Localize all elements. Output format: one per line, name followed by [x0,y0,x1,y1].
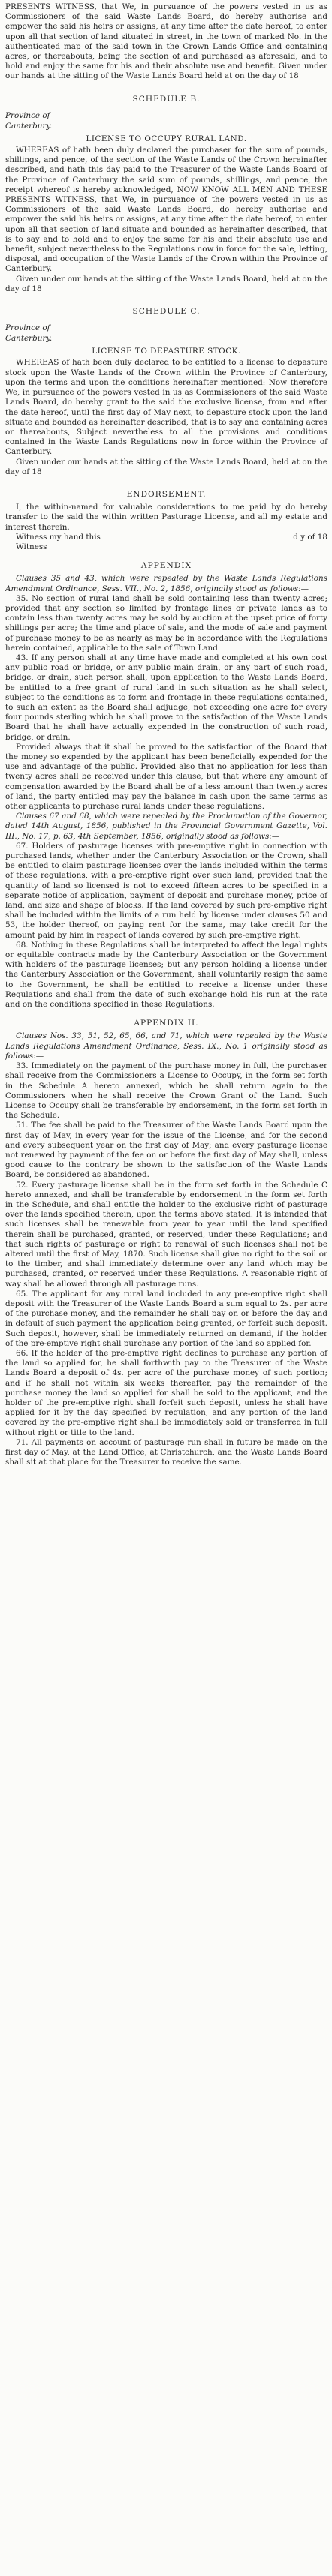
clause-67: 67. Holders of pasturage licenses with pre-emptive right in connection with purchased lands, whether under the Canterbury Association or the Crown, shall be entitled to claim pasturage licenses over the lands included within the terms of these regulations, with a pre-emptive right over such land, provided that the quantity of land so licensed is not to exceed fifteen acres to be specified in a separate notice of application, payment of deposit and purchase money, price of land, and size and shape of blocks. If the land covered by such pre-emptive right shall be included within the limits of a run held by license under clauses 50 and 53, the holder thereof, on paying rent for the same, may take credit for the amount paid by him in respect of lands covered by such pre-emptive right. [5,841,327,940]
endorsement-body: I, the within-named for valuable considerations to me paid by do hereby transfer to the said the within written Pasturage License, and all my estate and interest therein. [5,503,327,532]
witness-text: Witness my hand this [16,532,101,542]
clause-52: 52. Every pasturage license shall be in the form set forth in the Schedule C hereto annexed, and shall be transferable by endorsement in the form set forth in the Schedule, and shall entitle the holder to the exclusive right of pasturage over the lands specified therein, upon the terms above stated. It is intended that such licenses shall be renewable from year to year until the land specified therein shall be purchased, granted, or reserved, under these Regulations; and that such rights of pasturage or right to renewal of such licenses shall not be altered until the first of May, 1870. Such license shall give no right to the soil or to the timber, and shall immediately determine over any land which may be purchased, granted, or reserved under these Regulations. A reasonable right of way shall be allowed through all pasturage runs. [5,1180,327,1289]
schedule-a-tail: PRESENTS WITNESS, that We, in pursuance of the powers vested in us as Commissioners of the said Waste Lands Board, do hereby authorise and empower the said his heirs or assigns, at any time after the date hereof, to enter upon all that section of land situated in street, in the town of marked No. in the authenticated map of the said town in the Crown Lands Office and containing acres, or thereabouts, being the section of and purchased as aforesaid, and to hold and enjoy the same for his and their absolute use and benefit. Given under our hands at the sitting of the Waste Lands Board held at on the day of 18 [5,2,327,81]
endorsement-heading: ENDORSEMENT. [126,489,207,499]
clause-65: 65. The applicant for any rural land included in any pre-emptive right shall deposit with the Treasurer of the Waste Lands Board a sum equal to 2s. per acre of the purchase money, and the remainder he shall pay on or before the day and in default of such payment the application being granted, or forfeit such deposit. Such deposit, however, shall be immediately returned on demand, if the holder of the pre-emptive right shall purchase any portion of the land so applied for. [5,1289,327,1348]
witness-label: Witness [16,542,47,551]
appendix-2-heading: APPENDIX II. [134,1019,199,1028]
appendix-1-heading: APPENDIX [140,561,192,571]
clause-51: 51. The fee shall be paid to the Treasurer of the Waste Lands Board upon the first day of May, in every year for the issue of the License, and for the second and every subsequent year on the first day of May; and every pasturage license not renewed by payment of the fee on or before the first day of May shall, unless good cause to the contrary be shown to the satisfaction of the Waste Lands Board, be considered as abandoned. [5,1121,327,1180]
clause-71: 71. All payments on account of pasturage run shall in future be made on the first day of May, at the Land Office, at Christchurch, and the Waste Lands Board shall sit at that place for the Treasurer to receive the same. [5,1437,327,1467]
schedule-b-heading: SCHEDULE B. [132,94,201,104]
province-label: Province of Canterbury. [5,323,53,344]
schedule-c-title: LICENSE TO DEPASTURE STOCK. [92,347,241,356]
appendix-1-intro: Clauses 35 and 43, which were repealed by the Waste Lands Regulations Amendment Ordinance, Sess. VII., No. 2, 1856, originally stood as follows:— [5,574,327,593]
witness-date: d y of 18 [293,532,327,542]
schedule-b-province [5,110,95,131]
clause-35: 35. No section of rural land shall be sold containing less than twenty acres; provided that any section so limited by frontage lines or private lands as to contain less than twenty acres may be sold by auction at the upset price of forty shillings per acre; the time and place of sale, and the mode of sale and payment of purchase money to be as nearly as may be in accordance with the Regulations herein contained, applicable to the sale of Town Land. [5,593,327,653]
schedule-c-heading: SCHEDULE C. [132,307,201,317]
schedule-b-body: WHEREAS of hath been duly declared the purchaser for the sum of pounds, shillings, and pence, of the section of the Waste Lands of the Crown hereinafter described, and hath this day paid to the Treasurer of the Waste Lands Board of the Province of Canterbury the said sum of pounds, shillings, and pence, the receipt whereof is hereby acknowledged, NOW KNOW ALL MEN AND THESE PRESENTS WITNESS, that We, in pursuance of the powers vested in us as Commissioners of the said Waste Lands Board, do hereby authorise and empower the said his heirs or assigns, at any time after the date hereof, to enter upon all that section of land situate and bounded as hereinafter described, that is to say and to hold and to enjoy the same for his and their absolute use and benefit, subject nevertheless to the Regulations now in force for the sale, letting, disposal, and occupation of the Waste Lands of the Crown within the Province of Canterbury. [5,146,327,274]
clause-33: 33. Immediately on the payment of the purchase money in full, the purchaser shall receive from the Commissioners a License to Occupy, in the form set forth in the Schedule A hereto annexed, which he shall return again to the Commissioners when he shall receive the Crown Grant of the Land. Such License to Occupy shall be transferable by endorsement, in the form set forth in the Schedule. [5,1061,327,1121]
endorsement-witness-row [5,533,327,542]
schedule-c-body: WHEREAS of hath been duly declared to be entitled to a license to depasture stock upon the Waste Lands of the Crown within the Province of Canterbury, upon the terms and upon the conditions hereinafter mentioned: Now therefore We, in pursuance of the powers vested in us as Commissioners of the said Waste Lands Board, do hereby grant to the said the exclusive license, from and after the date hereof, until the first day of May next, to depasture stock upon the land situate and bounded as hereinafter described, that is to say and containing acres or thereabouts, Subject nevertheless to all the provisions and conditions contained in the Waste Lands Regulations now in force within the Province of Canterbury. [5,358,327,457]
schedule-c-province [5,323,95,344]
schedule-b-given: Given under our hands at the sitting of the Waste Lands Board, held at on the day of 18 [5,274,327,293]
schedule-b-title: LICENSE TO OCCUPY RURAL LAND. [86,134,247,143]
schedule-c-given: Given under our hands at the sitting of the Waste Lands Board, held at on the day of 18 [5,457,327,476]
clause-68: 68. Nothing in these Regulations shall be interpreted to affect the legal rights or equitable contracts made by the Canterbury Association or the Government with holders of the pasturage licenses; but any person holding a license under the Canterbury Association or the Government, shall voluntarily resign the same to the Government, he shall be entitled to receive a license under these Regulations and shall from the date of such exchange hold his run at the rate and on the conditions specified in these Regulations. [5,940,327,1010]
clause-43: 43. If any person shall at any time have made and completed at his own cost any public road or bridge, or any public main drain, or any part of such road, bridge, or drain, such person shall, upon application to the Waste Lands Board, be entitled to a free grant of rural land in such situation as he shall select, subject to the conditions as to form and frontage in these regulations contained, to such an extent as the Board shall adjudge, not exceeding one acre for every four pounds sterling which he shall prove to the satisfaction of the Waste Lands Board that he shall have actually expended in the construction of such road, bridge, or drain. [5,653,327,742]
clause-43-proviso: Provided always that it shall be proved to the satisfaction of the Board that the money so expended by the applicant has been beneficially expended for the use and advantage of the public. Provided also that no application for less than twenty acres shall be received under this clause, but that where any amount of compensation awarded by the Board shall be of a less amount than twenty acres of land, the party entitled may pay the balance in cash upon the same terms as other applicants to purchase rural lands under these regulations. [5,742,327,812]
clauses-67-68-intro: Clauses 67 and 68, which were repealed by the Proclamation of the Governor, dated 14th August, 1856, published in the Provincial Government Gazette, Vol. III., No. 17, p. 63, 4th September, 1856, originally stood as follows:— [5,812,327,841]
clause-66: 66. If the holder of the pre-emptive right declines to purchase any portion of the land so applied for, he shall forthwith pay to the Treasurer of the Waste Lands Board a deposit of 4s. per acre of the purchase money of such portion; and if he shall not within six weeks thereafter, pay the remainder of the purchase money the land so applied for shall be sold to the applicant, and the holder of the pre-emptive right shall forfeit such deposit, unless he shall have applied for it by the day specified by regulation, and any portion of the land covered by the pre-emptive right shall be immediately sold or transferred in full without right or title to the land. [5,1348,327,1437]
appendix-2-intro: Clauses Nos. 33, 51, 52, 65, 66, and 71, which were repealed by the Waste Lands Regulations Amendment Ordinance, Sess. IX., No. 1 originally stood as follows:— [5,1031,327,1061]
province-label: Province of Canterbury. [5,110,53,131]
